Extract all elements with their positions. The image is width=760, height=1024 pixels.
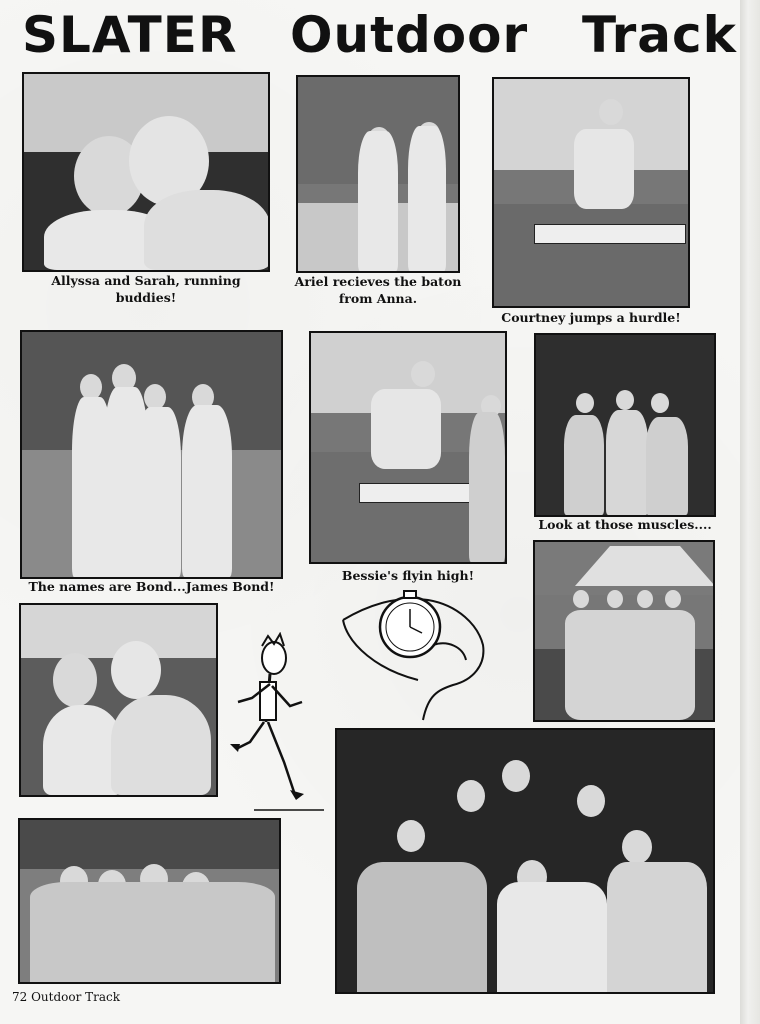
photo-group-outdoor bbox=[18, 818, 281, 984]
title-word-track: Track bbox=[582, 6, 737, 64]
photo-allyssa-sarah bbox=[22, 72, 270, 272]
photo-bond bbox=[20, 330, 283, 579]
photo-muscles bbox=[534, 333, 716, 517]
caption-allyssa-sarah: Allyssa and Sarah, running buddies! bbox=[51, 273, 241, 305]
photo-two-girls bbox=[19, 603, 218, 797]
caption-courtney-hurdle: Courtney jumps a hurdle! bbox=[501, 310, 681, 325]
title-word-slater: SLATER bbox=[22, 6, 238, 64]
caption-muscles: Look at those muscles.... bbox=[538, 517, 712, 532]
caption-bond: The names are Bond...James Bond! bbox=[28, 579, 275, 594]
runner-drawing bbox=[224, 632, 330, 814]
photo-group-indoor bbox=[335, 728, 715, 994]
caption-baton: Ariel recieves the baton from Anna. bbox=[294, 274, 462, 306]
photo-tent-group bbox=[533, 540, 715, 722]
book-spine bbox=[740, 0, 760, 1024]
page-title bbox=[22, 6, 742, 72]
photo-courtney-hurdle bbox=[492, 77, 690, 308]
title-word-outdoor: Outdoor bbox=[290, 6, 529, 64]
stopwatch-drawing bbox=[338, 585, 488, 725]
photo-baton bbox=[296, 75, 460, 273]
page-footer: 72 Outdoor Track bbox=[12, 990, 121, 1004]
caption-bessie: Bessie's flyin high! bbox=[341, 568, 475, 583]
photo-bessie bbox=[309, 331, 507, 564]
